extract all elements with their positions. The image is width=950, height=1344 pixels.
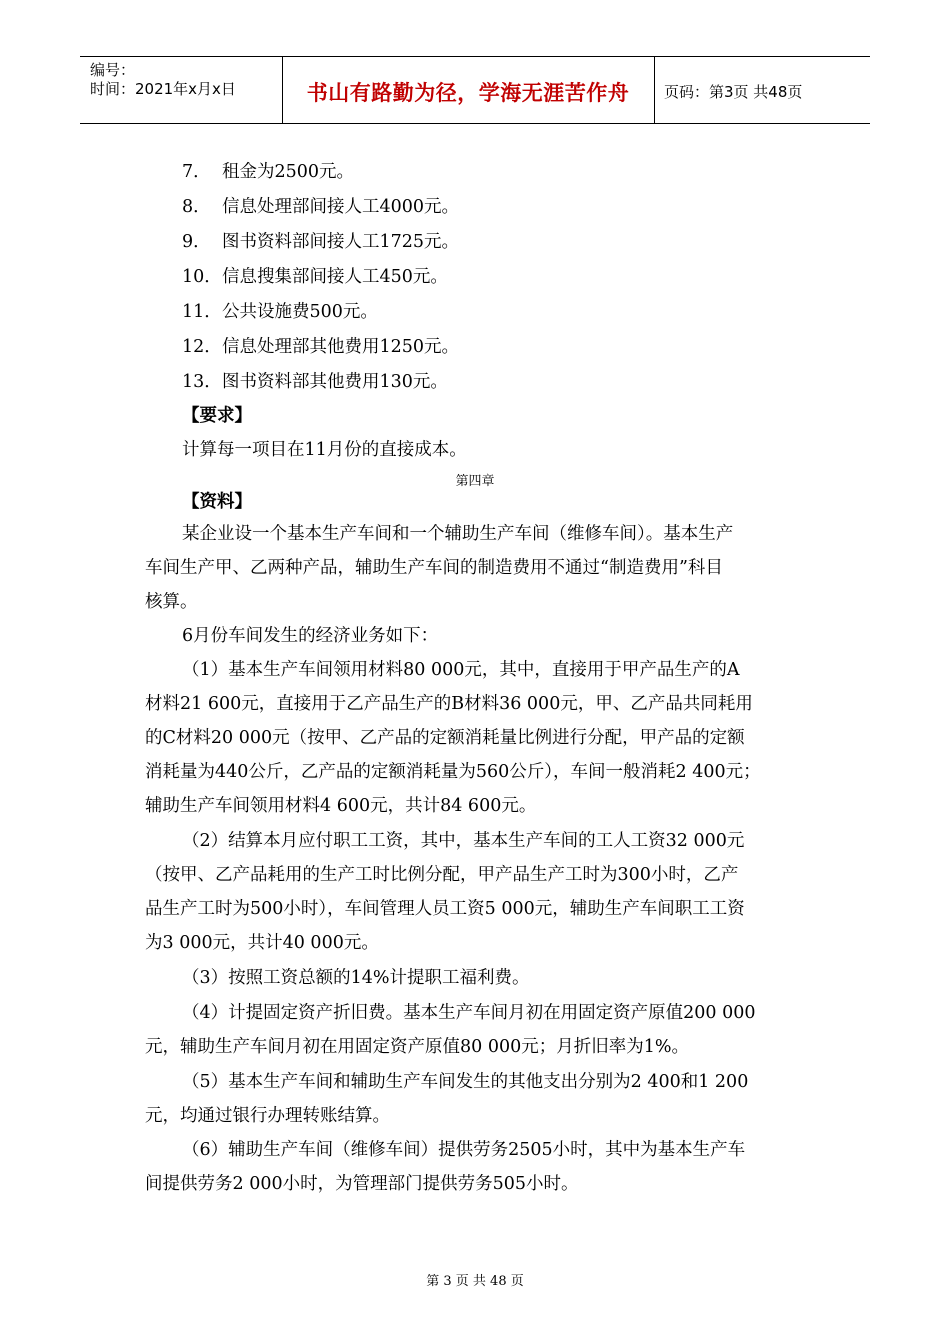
requirement-text: 计算每一项目在11月份的直接成本。 <box>182 440 467 460</box>
paragraph-line: （6）辅助生产车间（维修车间）提供劳务2505小时，其中为基本生产车 <box>182 1140 746 1160</box>
time-label: 时间：2021年x月x日 <box>90 80 236 98</box>
paragraph-line: 为3 000元，共计40 000元。 <box>145 933 379 953</box>
list-item: 12．信息处理部其他费用1250元。 <box>182 337 460 357</box>
paragraph-line: 核算。 <box>145 592 198 612</box>
page-info: 页码：第3页 共48页 <box>664 83 803 101</box>
paragraph-line: （1）基本生产车间领用材料80 000元，其中，直接用于甲产品生产的A <box>182 660 740 680</box>
header-motto-cell <box>282 57 655 123</box>
paragraph-line: 元，均通过银行办理转账结算。 <box>145 1106 390 1126</box>
list-item: 8． 信息处理部间接人工4000元。 <box>182 197 460 217</box>
paragraph-line: 间提供劳务2 000小时，为管理部门提供劳务505小时。 <box>145 1174 579 1194</box>
paragraph-line: （3）按照工资总额的14%计提职工福利费。 <box>182 968 530 988</box>
paragraph-line: 品生产工时为500小时），车间管理人员工资5 000元，辅助生产车间职工工资 <box>145 899 745 919</box>
paragraph-line: 元，辅助生产车间月初在用固定资产原值80 000元；月折旧率为1%。 <box>145 1037 689 1057</box>
paragraph-line: 的C材料20 000元（按甲、乙产品的定额消耗量比例进行分配，甲产品的定额 <box>145 728 745 748</box>
paragraph-line: 辅助生产车间领用材料4 600元，共计84 600元。 <box>145 796 537 816</box>
paragraph-line: 消耗量为440公斤，乙产品的定额消耗量为560公斤），车间一般消耗2 400元； <box>145 762 761 782</box>
header-page-cell <box>654 57 870 123</box>
list-item: 7． 租金为2500元。 <box>182 162 355 182</box>
paragraph-line: 材料21 600元，直接用于乙产品生产的B材料36 000元，甲、乙产品共同耗用 <box>145 694 753 714</box>
paragraph-line: （4）计提固定资产折旧费。基本生产车间月初在用固定资产原值200 000 <box>182 1003 756 1023</box>
list-item: 13．图书资料部其他费用130元。 <box>182 372 448 392</box>
list-item: 9． 图书资料部间接人工1725元。 <box>182 232 460 252</box>
list-item: 11．公共设施费500元。 <box>182 302 378 322</box>
paragraph-line: （5）基本生产车间和辅助生产车间发生的其他支出分别为2 400和1 200 <box>182 1072 749 1092</box>
paragraph-line: （按甲、乙产品耗用的生产工时比例分配，甲产品生产工时为300小时，乙产 <box>145 865 739 885</box>
paragraph-line: 某企业设一个基本生产车间和一个辅助生产车间（维修车间）。基本生产 <box>182 524 734 544</box>
requirement-heading: 【要求】 <box>182 406 252 426</box>
chapter-title: 第四章 <box>455 474 495 489</box>
page-header <box>80 56 870 124</box>
header-meta-cell <box>80 57 283 123</box>
paragraph-line: 6月份车间发生的经济业务如下： <box>182 626 439 646</box>
motto: 书山有路勤为径，学海无涯苦作舟 <box>306 81 630 105</box>
page-footer: 第 3 页 共 48 页 <box>426 1274 524 1289</box>
material-heading: 【资料】 <box>182 492 252 512</box>
paragraph-line: 车间生产甲、乙两种产品，辅助生产车间的制造费用不通过“制造费用”科目 <box>145 558 723 578</box>
list-item: 10．信息搜集部间接人工450元。 <box>182 267 448 287</box>
paragraph-line: （2）结算本月应付职工工资，其中，基本生产车间的工人工资32 000元 <box>182 831 745 851</box>
number-label: 编号： <box>90 61 136 79</box>
